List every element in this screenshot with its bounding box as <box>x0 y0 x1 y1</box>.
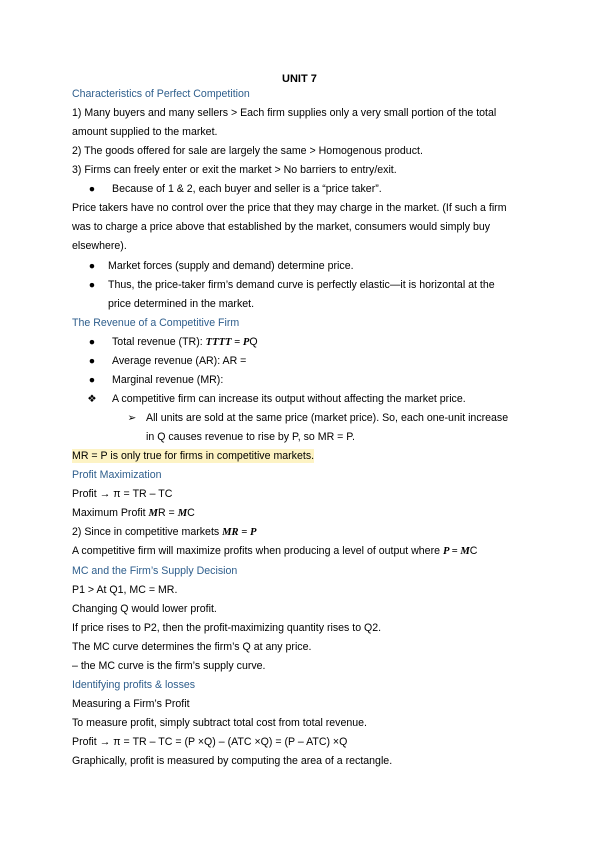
formula-text: A competitive firm will maximize profits when producing a level of output where <box>72 545 443 557</box>
paragraph-line: 1) Many buyers and many sellers > Each firm supplies only a very small portion of the total <box>72 107 497 119</box>
bullet-text: in Q causes revenue to rise by P, so MR = P. <box>146 431 355 443</box>
bullet-text: Because of 1 & 2, each buyer and seller is a “price taker”. <box>112 183 382 195</box>
paragraph-line: Measuring a Firm’s Profit <box>72 698 190 710</box>
bullet-text: Marginal revenue (MR): <box>112 374 224 386</box>
paragraph-line: The MC curve determines the firm’s Q at any price. <box>72 641 312 653</box>
paragraph-line: P1 > At Q1, MC = MR. <box>72 584 178 596</box>
bullet-text: Thus, the price-taker firm’s demand curve is perfectly elastic—it is horizontal at the <box>108 279 495 291</box>
formula-italic: M <box>177 508 188 519</box>
section-heading: Identifying profits & losses <box>72 679 196 691</box>
paragraph-line <box>72 544 477 559</box>
paragraph-line: Profit → π = TR – TC <box>72 488 173 500</box>
paragraph-line: Profit → π = TR – TC = (P ×Q) – (ATC ×Q) = (P – ATC) ×Q <box>72 736 348 748</box>
formula-text: R = <box>157 507 178 519</box>
bullet-text: All units are sold at the same price (market price). So, each one-unit increase <box>146 412 509 424</box>
bullet-text: A competitive firm can increase its output without affecting the market price. <box>112 393 466 405</box>
bullet-dot-icon: ● <box>88 260 96 272</box>
bullet-text <box>112 335 258 350</box>
bullet-dot-icon: ● <box>88 183 96 195</box>
formula-text: 2) Since in competitive markets <box>72 526 223 538</box>
paragraph-line: Changing Q would lower profit. <box>72 603 217 615</box>
section-heading: The Revenue of a Competitive Firm <box>72 317 240 329</box>
paragraph-line: To measure profit, simply subtract total cost from total revenue. <box>72 717 367 729</box>
bullet-dot-icon: ● <box>88 336 96 348</box>
section-heading: Characteristics of Perfect Competition <box>72 88 250 100</box>
section-heading: MC and the Firm’s Supply Decision <box>72 565 238 577</box>
paragraph-line: Graphically, profit is measured by computing the area of a rectangle. <box>72 755 393 767</box>
arrow-bullet-icon: ➢ <box>127 412 137 424</box>
paragraph-line: – the MC curve is the firm’s supply curve. <box>72 660 266 672</box>
paragraph-line <box>72 506 195 521</box>
bullet-text: Average revenue (AR): AR = <box>112 355 247 367</box>
paragraph-line: was to charge a price above that established by the market, consumers would simply buy <box>72 221 491 233</box>
section-heading: Profit Maximization <box>72 469 162 481</box>
formula-text: Total revenue (TR): <box>112 336 206 348</box>
formula-text: Maximum Profit <box>72 507 149 519</box>
formula-text: Q <box>249 336 258 348</box>
bullet-dot-icon: ● <box>88 374 96 386</box>
formula-italic: MR = P <box>222 527 257 538</box>
bullet-dot-icon: ● <box>88 355 96 367</box>
formula-text: C <box>469 545 478 557</box>
formula-italic: P = M <box>442 546 470 557</box>
paragraph-line: amount supplied to the market. <box>72 126 218 138</box>
paragraph-line: elsewhere). <box>72 240 127 252</box>
paragraph-line: 3) Firms can freely enter or exit the market > No barriers to entry/exit. <box>72 164 397 176</box>
bullet-text: price determined in the market. <box>108 298 255 310</box>
highlighted-note: MR = P is only true for firms in competitive markets. <box>72 450 315 462</box>
bullet-text: Market forces (supply and demand) determine price. <box>108 260 354 272</box>
formula-italic: M <box>148 508 158 519</box>
formula-italic: TTTT = P <box>205 337 250 348</box>
paragraph-line <box>72 525 256 540</box>
page-title: UNIT 7 <box>282 73 317 85</box>
diamond-bullet-icon: ❖ <box>87 393 97 405</box>
formula-text: C <box>187 507 195 519</box>
paragraph-line: If price rises to P2, then the profit-maximizing quantity rises to Q2. <box>72 622 382 634</box>
paragraph-line: 2) The goods offered for sale are largely the same > Homogenous product. <box>72 145 423 157</box>
bullet-dot-icon: ● <box>88 279 96 291</box>
paragraph-line: Price takers have no control over the price that they may charge in the market. (If such a firm <box>72 202 507 214</box>
